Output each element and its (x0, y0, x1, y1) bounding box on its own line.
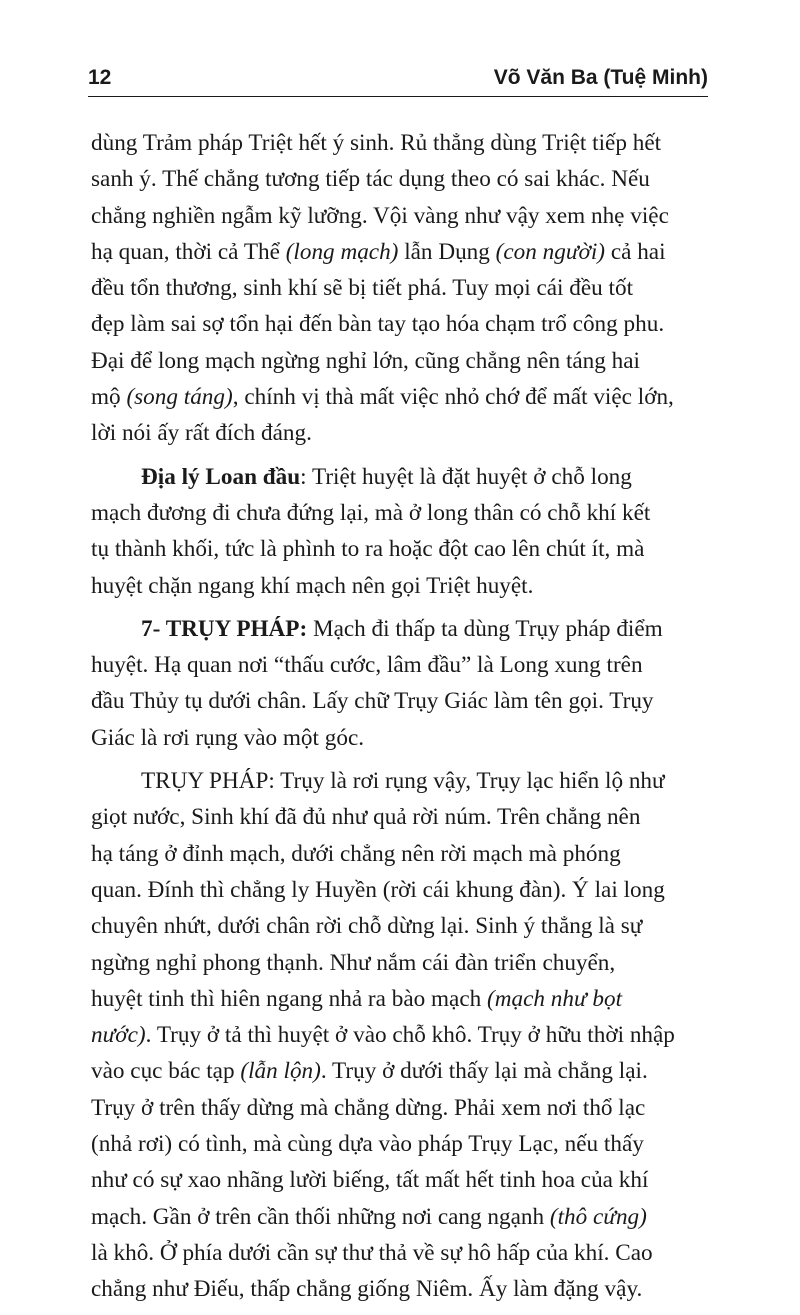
text-run: . Trụy ở tả thì huyệt ở vào chỗ khô. Trụy ở hữu thời nhập (145, 1022, 675, 1049)
page-body (91, 125, 713, 1315)
text-line: đẹp làm sai sợ tổn hại đến bàn tay tạo hóa chạm trổ công phu. (91, 311, 665, 338)
text-line: chẳng nghiền ngẫm kỹ lưỡng. Vội vàng như vậy xem nhẹ việc (91, 202, 669, 229)
text-line: (nhả rơi) có tình, mà cùng dựa vào pháp Trụy Lạc, nếu thấy (91, 1131, 644, 1158)
paragraph-3 (91, 611, 713, 756)
text-line (91, 1017, 713, 1053)
text-run: huyệt tinh thì hiên ngang nhả ra bào mạch (91, 985, 488, 1012)
text-line (91, 611, 713, 647)
text-run: mộ (91, 384, 127, 411)
text-run: Mạch đi thấp ta dùng Trụy pháp điểm (307, 615, 663, 642)
text-line: Giác là rơi rụng vào một góc. (91, 724, 365, 751)
text-run: . Trụy ở dưới thấy lại mà chẳng lại. (320, 1058, 648, 1085)
text-line: ngừng nghỉ phong thạnh. Như nắm cái đàn triển chuyển, (91, 949, 616, 976)
running-title-author: Võ Văn Ba (Tuệ Minh) (493, 66, 708, 89)
italic-note: (long mạch) (285, 238, 399, 265)
text-line: giọt nước, Sinh khí đã đủ như quả rời núm. Trên chẳng nên (91, 804, 641, 831)
text-run: vào cục bác tạp (91, 1058, 241, 1085)
italic-note: (mạch như bọt (487, 985, 623, 1012)
text-line (91, 1053, 713, 1089)
italic-note: (song táng) (126, 384, 233, 411)
text-line: tụ thành khối, tức là phình to ra hoặc đột cao lên chút ít, mà (91, 536, 645, 563)
text-line: chẳng như Điếu, thấp chẳng giống Niêm. Ấy làm đặng vậy. (91, 1276, 643, 1303)
page-number: 12 (88, 66, 112, 89)
text-line: sanh ý. Thế chẳng tương tiếp tác dụng theo có sai khác. Nếu (91, 166, 650, 193)
text-run: lẫn Dụng (398, 238, 496, 265)
paragraph-4 (91, 763, 713, 1307)
text-line: chuyên nhứt, dưới chân rời chỗ dừng lại. Sinh ý thẳng là sự (91, 913, 643, 940)
text-line: đều tổn thương, sinh khí sẽ bị tiết phá. Tuy mọi cái đều tốt (91, 275, 634, 302)
text-line: hạ táng ở đỉnh mạch, dưới chẳng nên rời mạch mà phóng (91, 840, 621, 867)
text-line: huyệt chặn ngang khí mạch nên gọi Triệt huyệt. (91, 572, 534, 599)
italic-note: (thô cứng) (549, 1203, 647, 1230)
text-run: : Triệt huyệt là đặt huyệt ở chỗ long (300, 463, 632, 490)
text-line: huyệt. Hạ quan nơi “thấu cước, lâm đầu” là Long xung trên (91, 652, 643, 679)
text-line: như có sự xao nhãng lười biếng, tất mất hết tinh hoa của khí (91, 1167, 649, 1194)
text-line (91, 1199, 713, 1235)
paragraph-1 (91, 125, 713, 452)
text-line: lời nói ấy rất đích đáng. (91, 420, 312, 447)
text-line: dùng Trảm pháp Triệt hết ý sinh. Rủ thẳng dùng Triệt tiếp hết (91, 130, 662, 156)
text-run: mạch. Gần ở trên cần thối những nơi cang ngạnh (91, 1203, 550, 1230)
text-line (91, 234, 713, 270)
text-line (91, 981, 713, 1017)
text-run: hạ quan, thời cả Thể (91, 238, 286, 265)
text-line: Trụy ở trên thấy dừng mà chẳng dừng. Phải xem nơi thổ lạc (91, 1094, 646, 1121)
text-line: mạch đương đi chưa đứng lại, mà ở long thân có chỗ khí kết (91, 499, 651, 526)
text-line: quan. Đính thì chẳng ly Huyền (rời cái khung đàn). Ý lai long (91, 876, 665, 903)
text-line: là khô. Ở phía dưới cần sự thư thả về sự hô hấp của khí. Cao (91, 1239, 653, 1266)
italic-note: (lẫn lộn) (240, 1058, 321, 1085)
text-line: đầu Thủy tụ dưới chân. Lấy chữ Trụy Giác làm tên gọi. Trụy (91, 688, 654, 715)
text-line (91, 379, 713, 415)
bold-term: Địa lý Loan đầu (141, 463, 301, 490)
text-line: Đại để long mạch ngừng nghỉ lớn, cũng chẳng nên táng hai (91, 347, 640, 374)
italic-note: nước) (91, 1022, 146, 1049)
italic-note: (con người) (495, 238, 606, 265)
text-run: cả hai (605, 238, 666, 265)
section-heading: 7- TRỤY PHÁP: (141, 615, 308, 642)
text-line (91, 459, 713, 495)
text-run: , chính vị thà mất việc nhỏ chớ để mất việc lớn, (232, 384, 674, 411)
text-line: TRỤY PHÁP: Trụy là rơi rụng vậy, Trụy lạc hiển lộ như (141, 768, 665, 795)
paragraph-2 (91, 459, 713, 604)
running-header (88, 62, 708, 97)
